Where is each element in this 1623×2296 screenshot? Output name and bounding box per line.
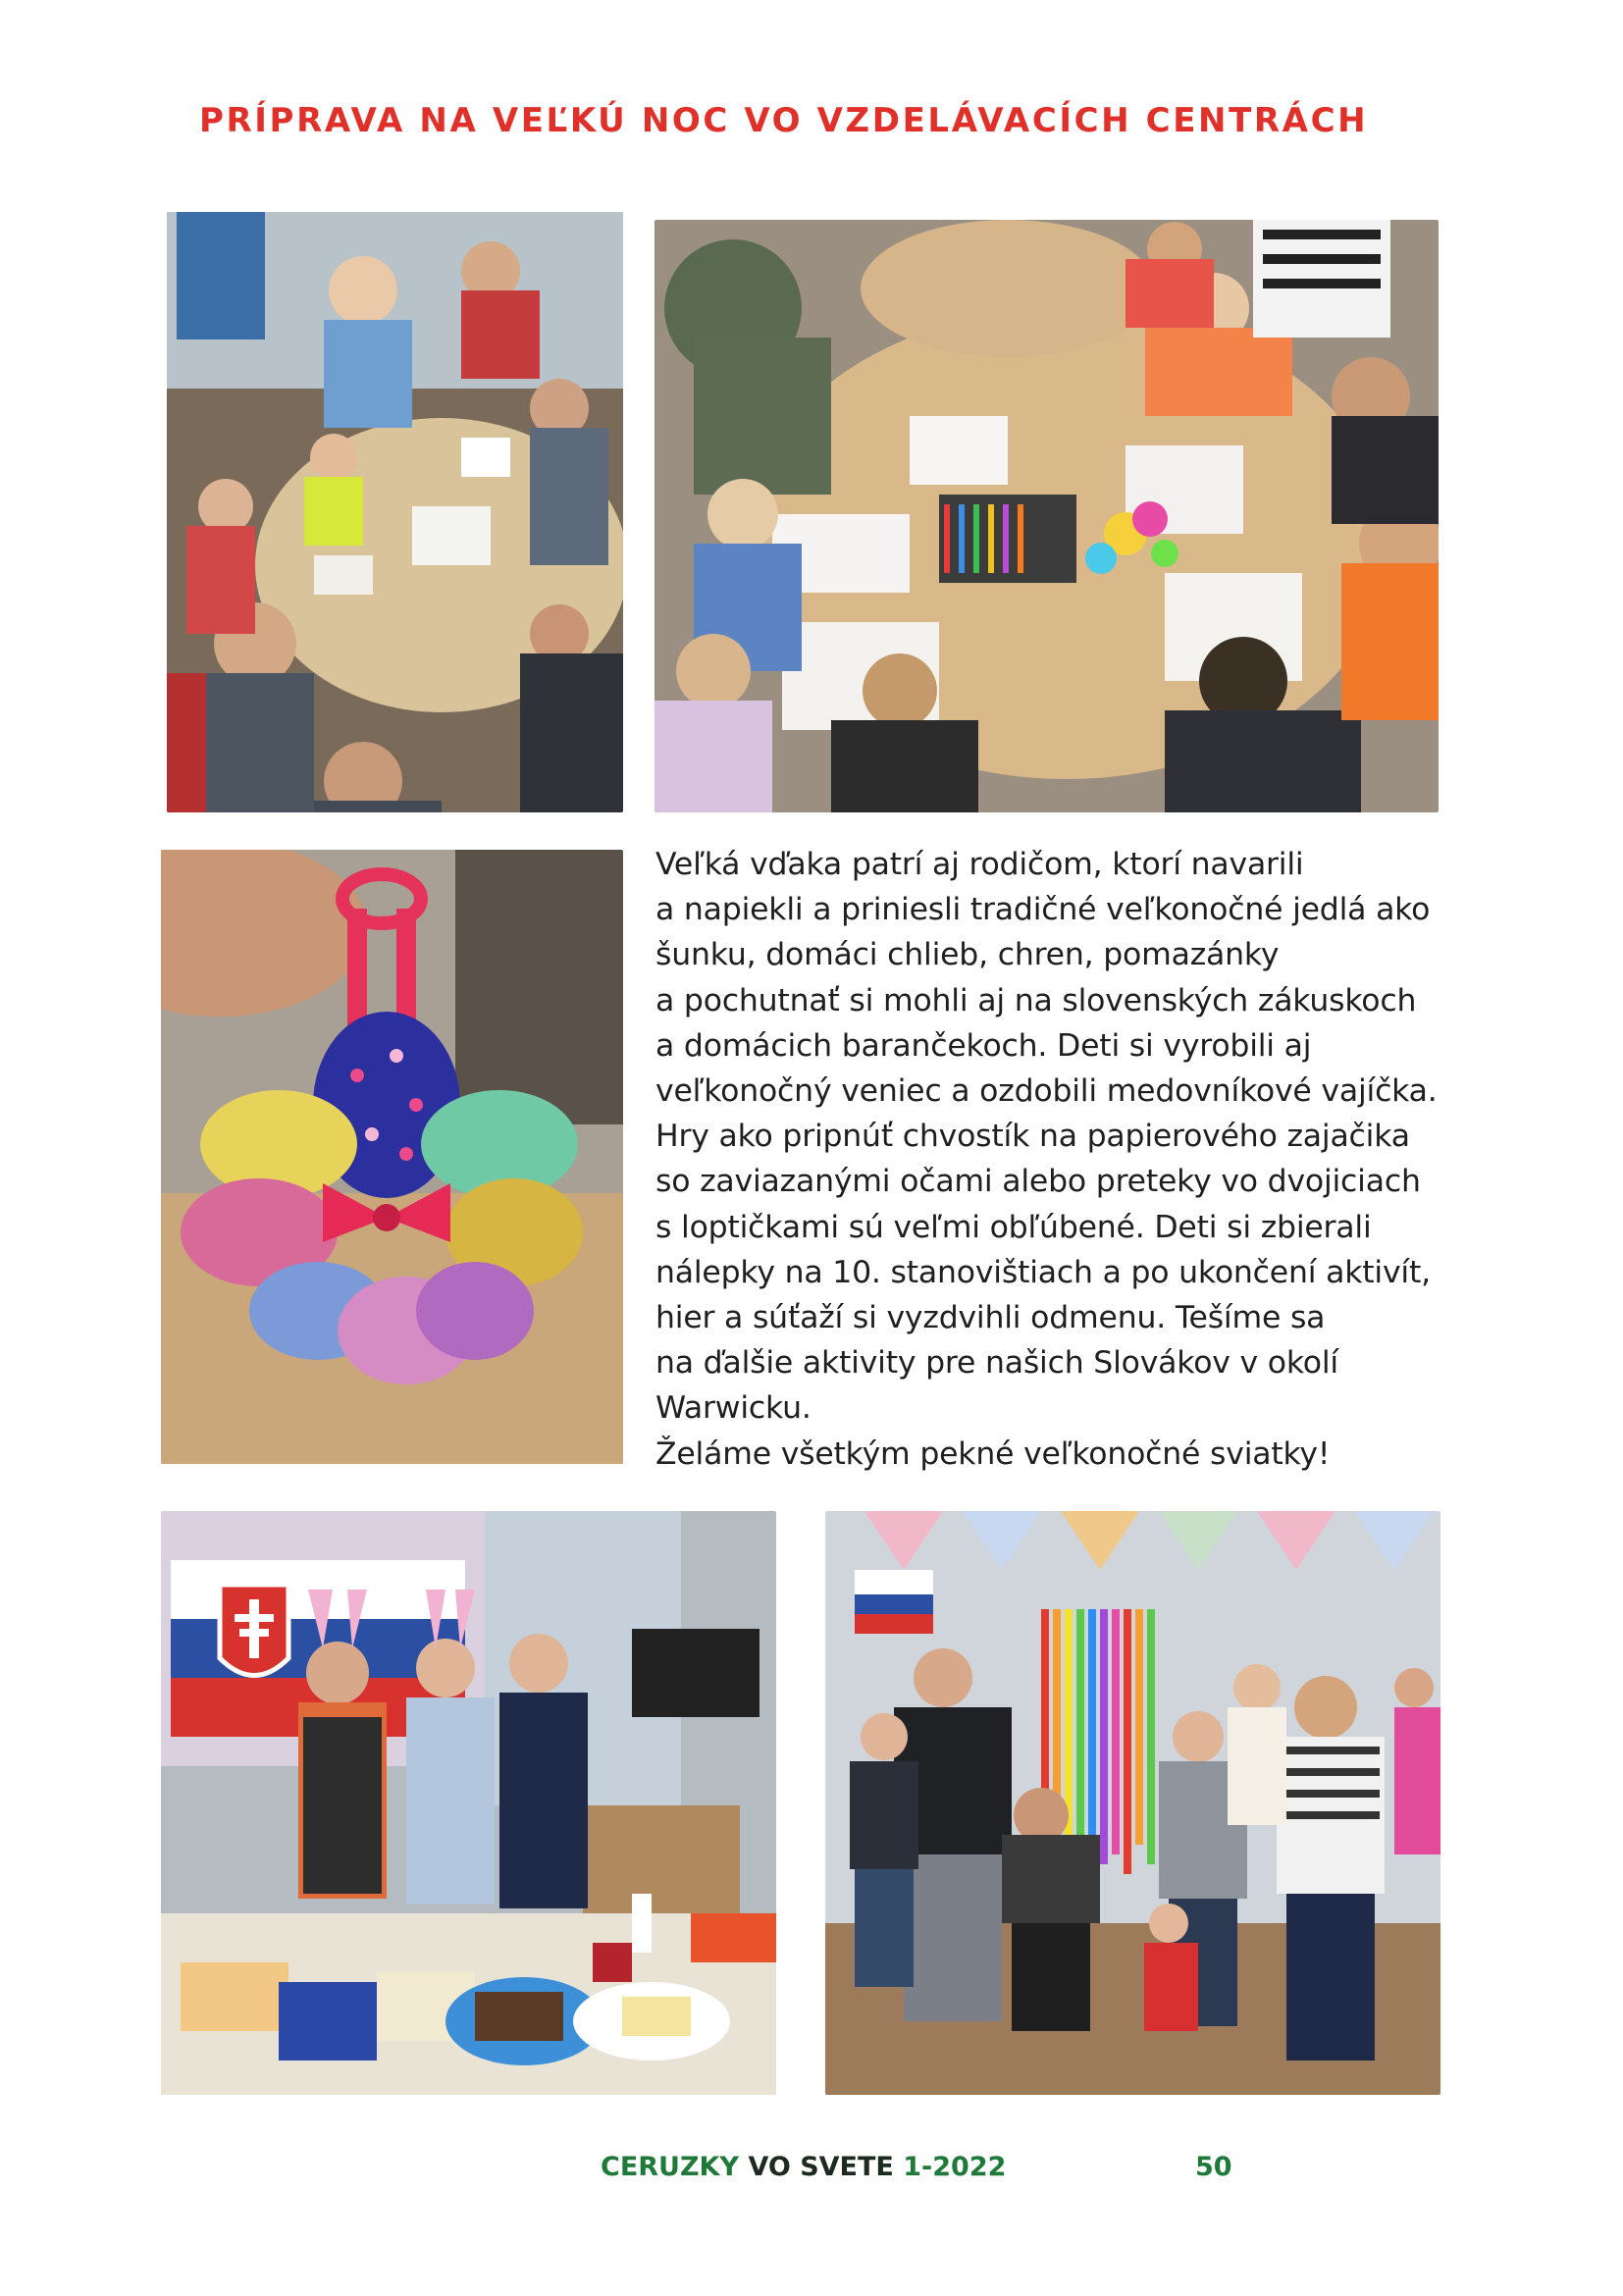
photo-children-crafting-table: [167, 212, 623, 812]
body-line: hier a súťaží si vyzdvihli odmenu. Tešíme sa: [655, 1300, 1326, 1336]
body-line: a domácich barančekoch. Deti si vyrobili aj: [655, 1027, 1312, 1064]
footer-magazine-title: [601, 2152, 1006, 2182]
article-title: PRÍPRAVA NA VEĽKÚ NOC VO VZDELÁVACÍCH CENTRÁCH: [199, 101, 1369, 140]
body-line: nálepky na 10. stanovištiach a po ukončení aktivít,: [655, 1254, 1431, 1290]
body-line: so zaviazanými očami alebo preteky vo dvojiciach: [655, 1164, 1421, 1200]
page-number: 50: [1195, 2152, 1232, 2182]
photo-volunteers-food-table: [161, 1511, 776, 2095]
photo-children-games-hall: [825, 1511, 1440, 2095]
footer-issue: 1-2022: [903, 2152, 1007, 2182]
body-line: na ďalšie aktivity pre našich Slovákov v okolí: [655, 1345, 1338, 1382]
body-line: veľkonočný veniec a ozdobili medovníkové vajíčka.: [655, 1073, 1438, 1110]
body-line: a napiekli a priniesli tradičné veľkonočné jedlá ako: [655, 892, 1431, 928]
body-line: Veľká vďaka patrí aj rodičom, ktorí navarili: [655, 847, 1304, 882]
footer-magazine-name-part1: CERUZKY: [601, 2152, 740, 2182]
body-line: šunku, domáci chlieb, chren, pomazánky: [655, 937, 1280, 973]
body-line: Warwicku.: [655, 1390, 812, 1427]
body-line: Hry ako pripnúť chvostík na papierového zajačika: [655, 1119, 1410, 1155]
photo-children-colouring-overhead: [654, 220, 1439, 812]
body-line: a pochutnať si mohli aj na slovenských zákuskoch: [655, 982, 1417, 1018]
article-body: [655, 842, 1460, 1477]
body-line: s loptičkami sú veľmi obľúbené. Deti si zbierali: [655, 1209, 1372, 1245]
photo-easter-wreath: [161, 850, 623, 1464]
footer-magazine-name-part2: VO SVETE: [748, 2152, 894, 2182]
body-line: Želáme všetkým pekné veľkonočné sviatky!: [655, 1435, 1331, 1472]
